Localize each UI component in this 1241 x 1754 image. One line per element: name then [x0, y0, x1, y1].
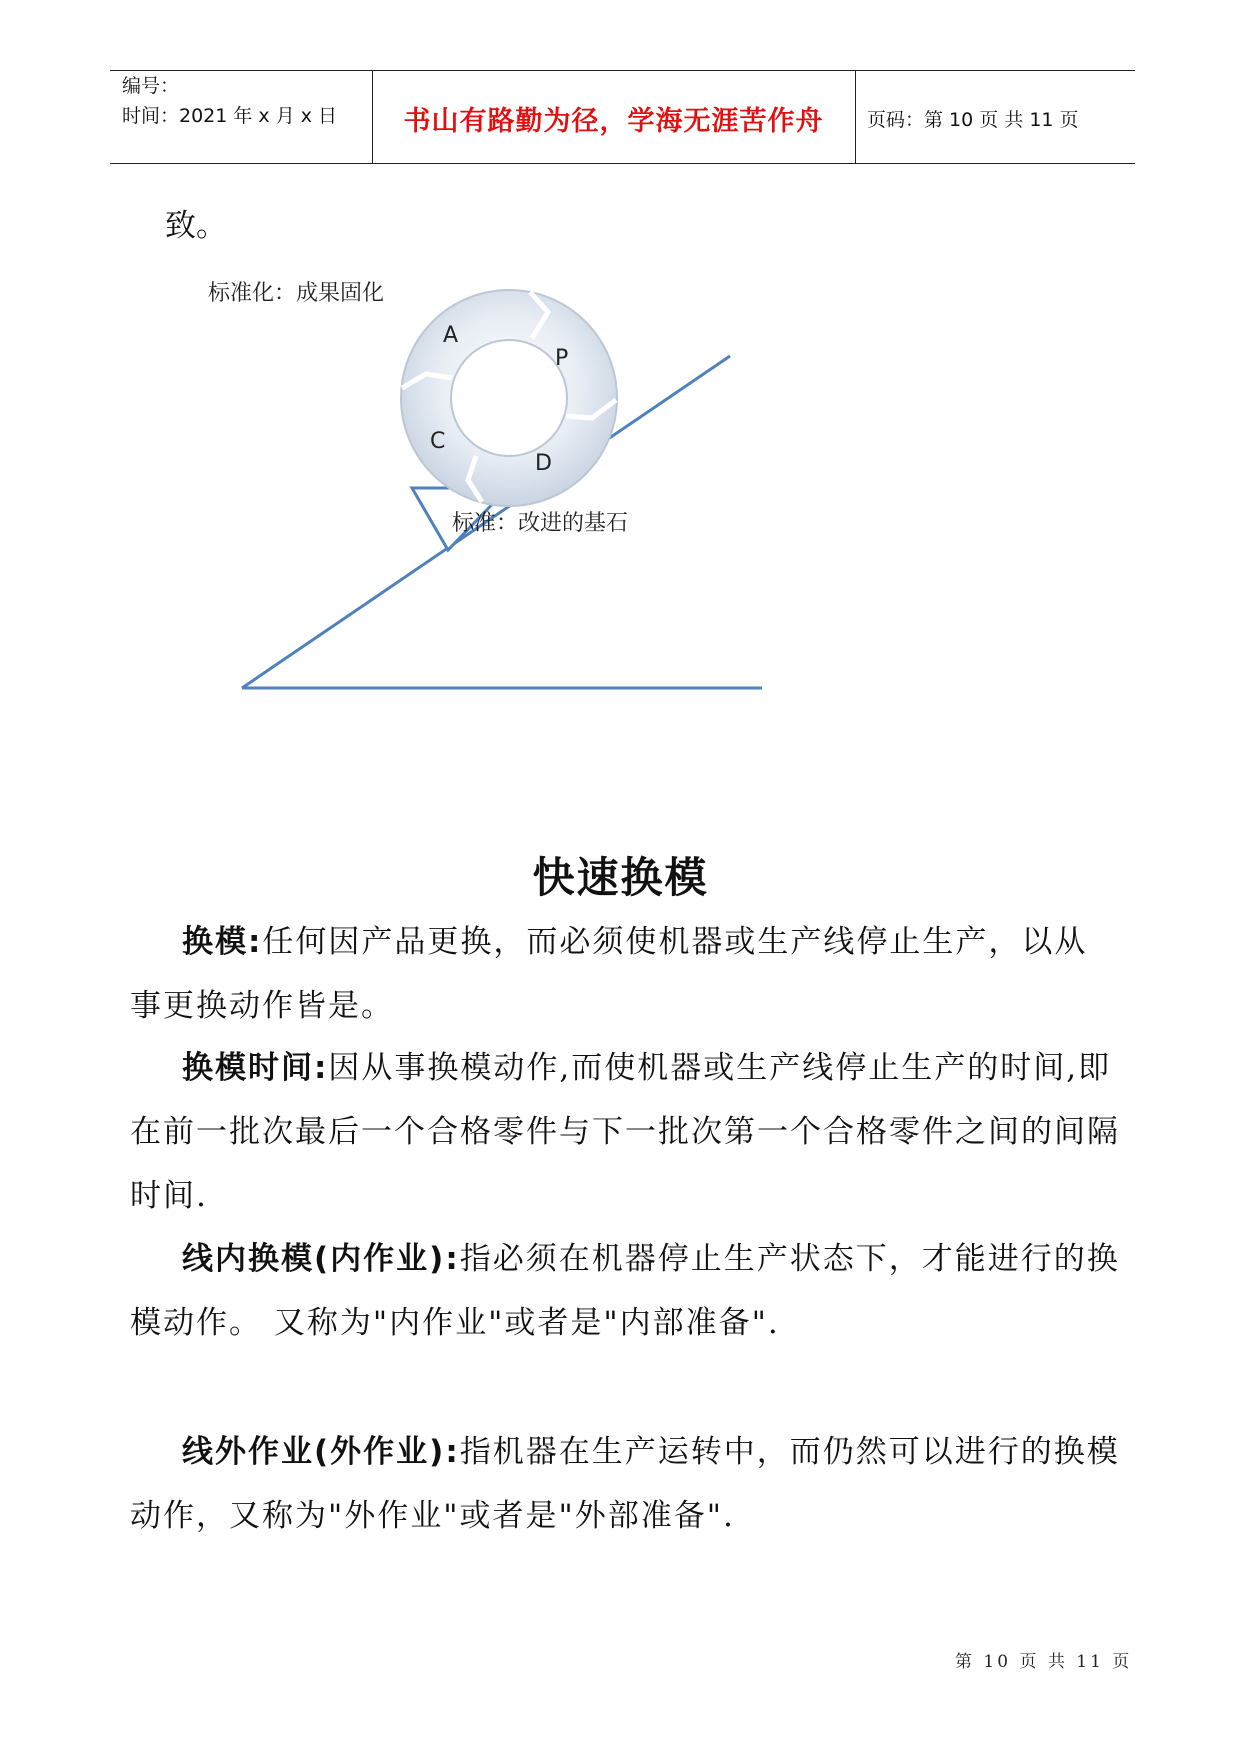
pdca-slope-diagram: [208, 270, 770, 710]
term-external-setup: 线外作业(外作业):: [182, 1434, 460, 1470]
document-header: [110, 70, 1135, 164]
text-external-setup: 指机器在生产运转中，而仍然可以进行的换模动作，又称为"外作业"或者是"外部准备".: [130, 1434, 1120, 1534]
serial-label: 编号：: [122, 75, 180, 97]
text-changeover: 任何因产品更换，而必须使机器或生产线停止生产，以从事更换动作皆是。: [130, 924, 1088, 1024]
term-internal-setup: 线内换模(内作业):: [182, 1241, 460, 1277]
header-page-label: 页码：第 10 页 共 11 页: [867, 109, 1079, 131]
paragraph-changeover: [130, 910, 1120, 1038]
pdca-wheel: [401, 290, 617, 506]
time-label: 时间：2021 年 x 月 x 日: [122, 105, 338, 127]
header-meta-cell: [110, 71, 373, 163]
term-changeover-time: 换模时间:: [182, 1050, 329, 1086]
cycle-letter-d: D: [535, 451, 552, 476]
paragraph-internal-setup: [130, 1227, 1120, 1355]
section-title: 快速换模: [532, 853, 709, 902]
cycle-letter-p: P: [555, 346, 569, 371]
text-changeover-time: 因从事换模动作,而使机器或生产线停止生产的时间,即在前一批次最后一个合格零件与下一批次第一个合格零件之间的间隔时间.: [130, 1050, 1120, 1214]
paragraph-changeover-time: [130, 1036, 1120, 1228]
term-changeover: 换模:: [182, 924, 263, 960]
paragraph-external-setup: [130, 1420, 1120, 1548]
header-page-cell: [855, 71, 1135, 163]
lead-text: 致。: [165, 208, 227, 244]
cycle-letter-a: A: [443, 323, 459, 348]
cycle-letter-c: C: [430, 429, 446, 454]
label-standardization: 标准化：成果固化: [208, 281, 385, 306]
header-motto: 书山有路勤为径，学海无涯苦作舟: [403, 106, 824, 137]
header-motto-cell: [372, 71, 856, 163]
page-footer: 第 10 页 共 11 页: [955, 1652, 1133, 1672]
label-standard-foundation: 标准：改进的基石: [452, 511, 629, 536]
text-internal-setup: 指必须在机器停止生产状态下，才能进行的换模动作。 又称为"内作业"或者是"内部准备".: [130, 1241, 1120, 1341]
